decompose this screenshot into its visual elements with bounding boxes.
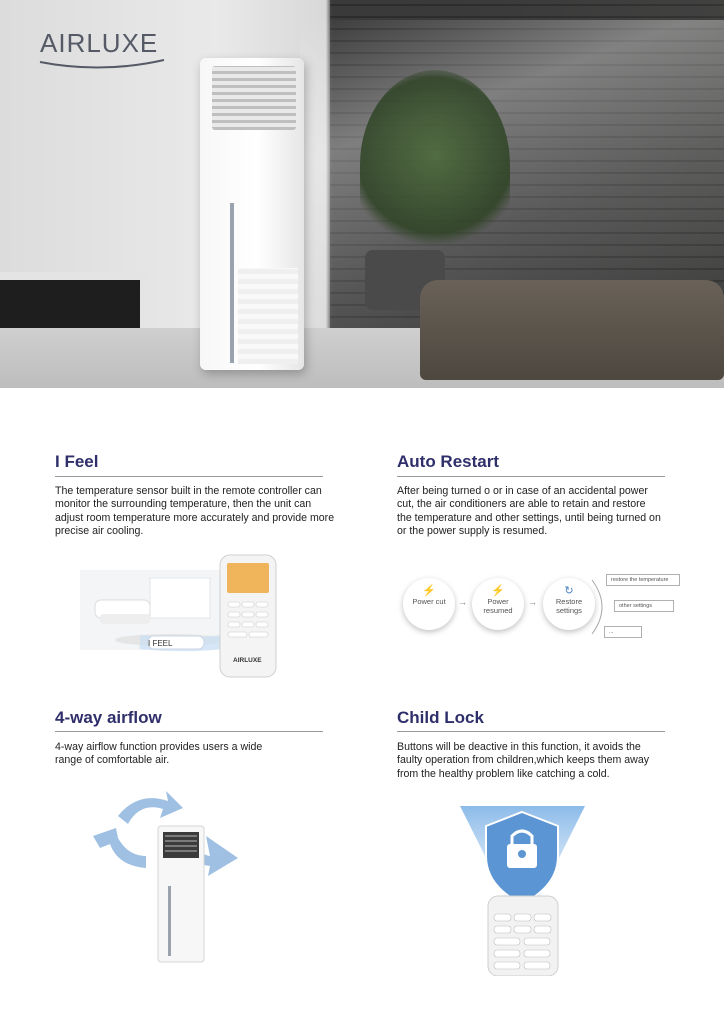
power-cut-icon: ⚡ xyxy=(422,585,436,597)
air-conditioner-unit xyxy=(200,58,304,370)
ac-light-strip xyxy=(230,203,234,363)
remote-brand-label: AIRLUXE xyxy=(233,657,262,664)
step-power-resumed: ⚡ Power resumed xyxy=(472,578,524,630)
flow-arrow-2: → xyxy=(528,597,537,607)
airflow-text: 4-way airflow function provides users a wide range of comfortable air. xyxy=(55,741,263,767)
airflow-title: 4-way airflow xyxy=(55,708,162,727)
plant xyxy=(360,70,510,260)
child-lock-illustration xyxy=(460,806,585,976)
ac-lower-panel xyxy=(238,268,298,364)
step-restore-settings: ↻ Restore settings xyxy=(543,578,595,630)
note-ellipsis: ... xyxy=(604,626,642,638)
airflow-illustration xyxy=(88,786,248,966)
child-lock-title: Child Lock xyxy=(397,708,484,727)
ac-grille xyxy=(212,66,296,130)
flow-arrow-1: → xyxy=(458,597,467,607)
child-lock-text: Buttons will be deactive in this function, it avoids the faulty operation from children,which keeps them away from the healthy problem like catching a cold. xyxy=(397,741,650,780)
ifeel-illustration xyxy=(80,550,300,680)
auto-restart-title: Auto Restart xyxy=(397,452,500,471)
auto-restart-text: After being turned o or in case of an accidental power cut, the air conditioners are able to retain and restore the temperature and other settings, until being turned on or the power supply is resumed. xyxy=(397,485,661,538)
restore-icon: ↻ xyxy=(564,585,574,597)
note-other-settings: other settings xyxy=(614,600,674,612)
note-restore-temperature: restore the temperature xyxy=(606,574,680,586)
logo-swoosh xyxy=(38,58,166,70)
power-resumed-icon: ⚡ xyxy=(491,585,505,597)
ifeel-text: The temperature sensor built in the remote controller can monitor the surrounding temperature, then the unit can adjust room temperature more accurately and provide more precise air cooling. xyxy=(55,485,335,538)
ifeel-rule xyxy=(55,476,323,477)
sofa xyxy=(420,280,724,380)
step-power-cut: ⚡ Power cut xyxy=(403,578,455,630)
ifeel-title: I Feel xyxy=(55,452,99,471)
brand-logo: AIRLUXE xyxy=(40,28,159,58)
ifeel-badge: I FEEL xyxy=(148,639,173,648)
airflow-rule xyxy=(55,731,323,732)
hero-image xyxy=(0,0,724,388)
auto-restart-rule xyxy=(397,476,665,477)
child-lock-rule xyxy=(397,731,665,732)
